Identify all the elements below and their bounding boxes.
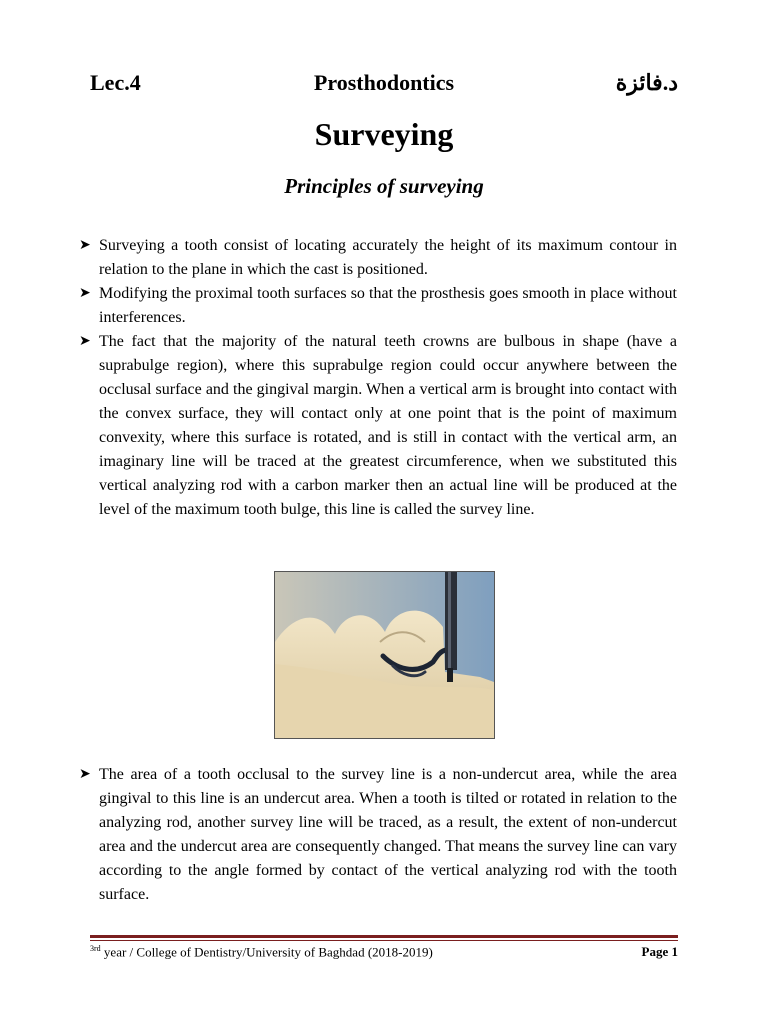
- bullet-list-bottom: [79, 763, 677, 907]
- footer-text: year / College of Dentistry/University of Baghdad (2018-2019): [100, 944, 433, 960]
- bullet-text: Surveying a tooth consist of locating accurately the height of its maximum contour in relation to the plane in which the cast is positioned.: [99, 237, 677, 278]
- lecture-number: Lec.4: [90, 70, 141, 95]
- bullet-text: The area of a tooth occlusal to the survey line is a non-undercut area, while the area gingival to this line is an undercut area. When a tooth is tilted or rotated in relation to the analyzing rod, another survey line will be traced, as a result, the extent of non-undercut area and the undercut area are consequently changed. That means the survey line can vary according to the angle formed by contact of the vertical analyzing rod with the tooth surface.: [99, 766, 677, 903]
- dental-cast-survey-line-photo: [274, 571, 495, 739]
- section-subtitle: Principles of surveying: [284, 174, 484, 198]
- page-number: Page 1: [641, 944, 678, 959]
- bullet-list-top: [79, 234, 677, 522]
- subject-title: Prosthodontics: [313, 70, 455, 95]
- bullet-text: Modifying the proximal tooth surfaces so that the prosthesis goes smooth in place without interferences.: [99, 285, 677, 326]
- footer-rule-thin: [90, 940, 678, 941]
- page-title: Surveying: [314, 116, 454, 152]
- bullet-text: The fact that the majority of the natural teeth crowns are bulbous in shape (have a suprabulge region), where this suprabulge region could occur anywhere between the occlusal surface and the gingival margin. When a vertical arm is brought into contact with the convex surface, they will contact only at one point that is the point of maximum convexity, where this surface is rotated, and is still in contact with the vertical arm, an imaginary line will be traced at the greatest circumference, when we substituted this vertical analyzing rod with a carbon marker then an actual line will be produced at the level of the maximum tooth bulge, this line is called the survey line.: [99, 333, 677, 518]
- bullet-item: [79, 234, 677, 282]
- bullet-item: [79, 330, 677, 522]
- bullet-item: [79, 282, 677, 330]
- footer-year-superscript: 3rd: [90, 944, 101, 953]
- arrowhead-bullet-icon: ➤: [79, 286, 91, 301]
- footer-rule-thick: [90, 935, 678, 938]
- arrowhead-bullet-icon: ➤: [79, 767, 91, 782]
- arrowhead-bullet-icon: ➤: [79, 238, 91, 253]
- bullet-item: [79, 763, 677, 907]
- dental-cast-illustration: [275, 572, 494, 738]
- page-header: [90, 70, 678, 100]
- author-name: د.فائزة: [615, 70, 678, 95]
- arrowhead-bullet-icon: ➤: [79, 334, 91, 349]
- footer-course-info: [90, 944, 433, 960]
